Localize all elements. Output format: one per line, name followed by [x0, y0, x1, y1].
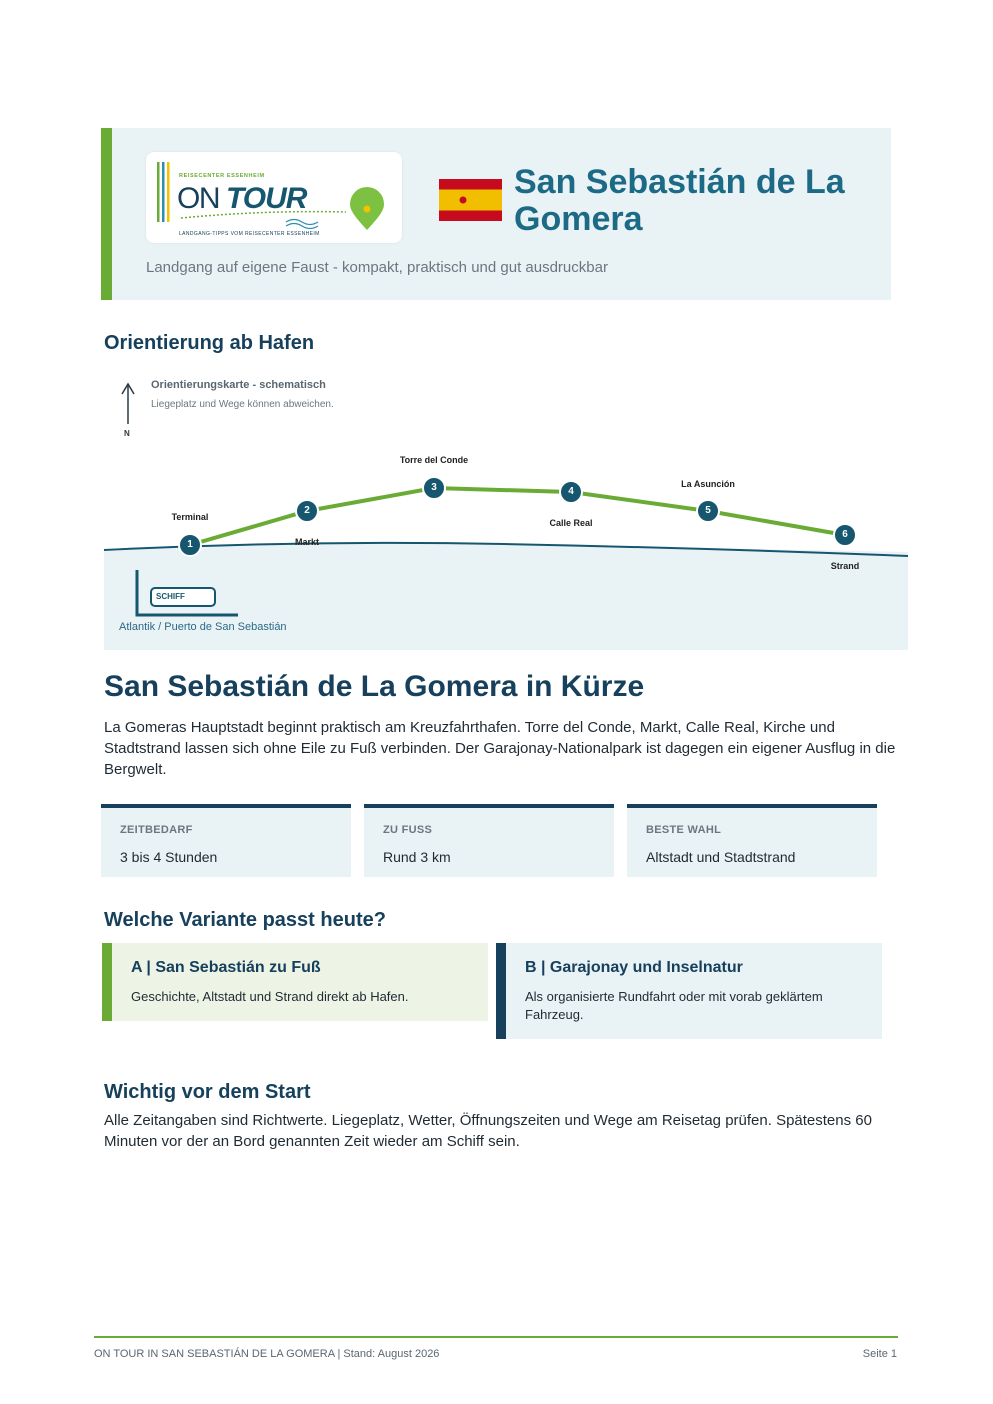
logo-bottom-line: LANDGANG-TIPPS VOM REISECENTER ESSENHEIM	[179, 231, 320, 237]
map-title: Orientierungskarte - schematisch	[151, 379, 326, 391]
on-tour-logo	[146, 152, 402, 243]
summary-intro: La Gomeras Hauptstadt beginnt praktisch am Kreuzfahrthafen. Torre del Conde, Markt, Calle Real, Kirche und Stadtstrand lassen sich ohne Eile zu Fuß verbinden. Der Garajonay-Nationalpark ist dagegen ein eigener Ausflug in die Bergwelt.	[104, 719, 896, 778]
route-stop-marker: 1	[178, 533, 202, 557]
fact-value: Altstadt und Stadtstrand	[646, 849, 796, 865]
variant-description: Geschichte, Altstadt und Strand direkt ab Hafen.	[131, 989, 409, 1004]
variant-card-b	[496, 943, 882, 1039]
orientation-heading: Orientierung ab Hafen	[104, 332, 315, 354]
route-stop-marker: 5	[696, 499, 720, 523]
route-stop-label: La Asunción	[681, 479, 735, 489]
route-stop-marker: 4	[559, 480, 583, 504]
north-label: N	[124, 429, 130, 438]
page-title: San Sebastián de La Gomera	[514, 163, 845, 238]
summary-title: San Sebastián de La Gomera in Kürze	[104, 670, 645, 703]
important-text: Alle Zeitangaben sind Richtwerte. Liegeplatz, Wetter, Öffnungszeiten und Wege am Reisetag prüfen. Spätestens 60 Minuten vor der an Bord genannten Zeit wieder am Schiff sein.	[104, 1112, 872, 1150]
route-stop-label: Torre del Conde	[399, 455, 469, 465]
page-tagline: Landgang auf eigene Faust - kompakt, praktisch und gut ausdruckbar	[146, 259, 608, 276]
variants-heading: Welche Variante passt heute?	[104, 909, 386, 931]
fact-label: BESTE WAHL	[646, 824, 722, 836]
variant-card-a	[102, 943, 488, 1021]
fact-value: 3 bis 4 Stunden	[120, 849, 218, 865]
fact-value: Rund 3 km	[383, 849, 451, 865]
sea-label: Atlantik / Puerto de San Sebastián	[119, 621, 287, 633]
spain-flag-icon	[439, 179, 502, 221]
route-stop-label: Calle Real	[549, 518, 593, 528]
route-stop-label: Markt	[294, 537, 320, 547]
fact-label: ZEITBEDARF	[120, 824, 193, 836]
fact-card-walking	[364, 804, 614, 877]
ship-label: SCHIFF	[150, 587, 216, 607]
fact-card-time	[101, 804, 351, 877]
orientation-map	[104, 370, 908, 650]
page-number: Seite 1	[862, 1348, 897, 1360]
page-header	[101, 128, 891, 300]
important-heading: Wichtig vor dem Start	[104, 1081, 311, 1103]
route-stop-marker: 2	[295, 499, 319, 523]
variant-description: Als organisierte Rundfahrt oder mit vorab geklärtem Fahrzeug.	[525, 989, 823, 1022]
footer-divider	[94, 1336, 898, 1338]
map-subtitle: Liegeplatz und Wege können abweichen.	[151, 399, 334, 410]
route-stop-label: Terminal	[171, 512, 209, 522]
fact-label: ZU FUSS	[383, 824, 433, 836]
route-stop-label: Strand	[830, 561, 860, 571]
variant-title: A | San Sebastián zu Fuß	[131, 959, 321, 976]
route-stop-marker: 3	[422, 476, 446, 500]
logo-top-line: REISECENTER ESSENHEIM	[179, 173, 265, 179]
logo-graphic	[146, 152, 402, 243]
logo-tour-text: TOUR	[226, 182, 307, 215]
logo-on-text: ON	[177, 182, 219, 215]
variant-title: B | Garajonay und Inselnatur	[525, 959, 743, 976]
fact-card-best-choice	[627, 804, 877, 877]
route-stop-marker: 6	[833, 523, 857, 547]
map-graphic	[104, 370, 908, 650]
footer-text: ON TOUR IN SAN SEBASTIÁN DE LA GOMERA | Stand: August 2026	[94, 1348, 440, 1360]
walking-route	[190, 488, 845, 545]
